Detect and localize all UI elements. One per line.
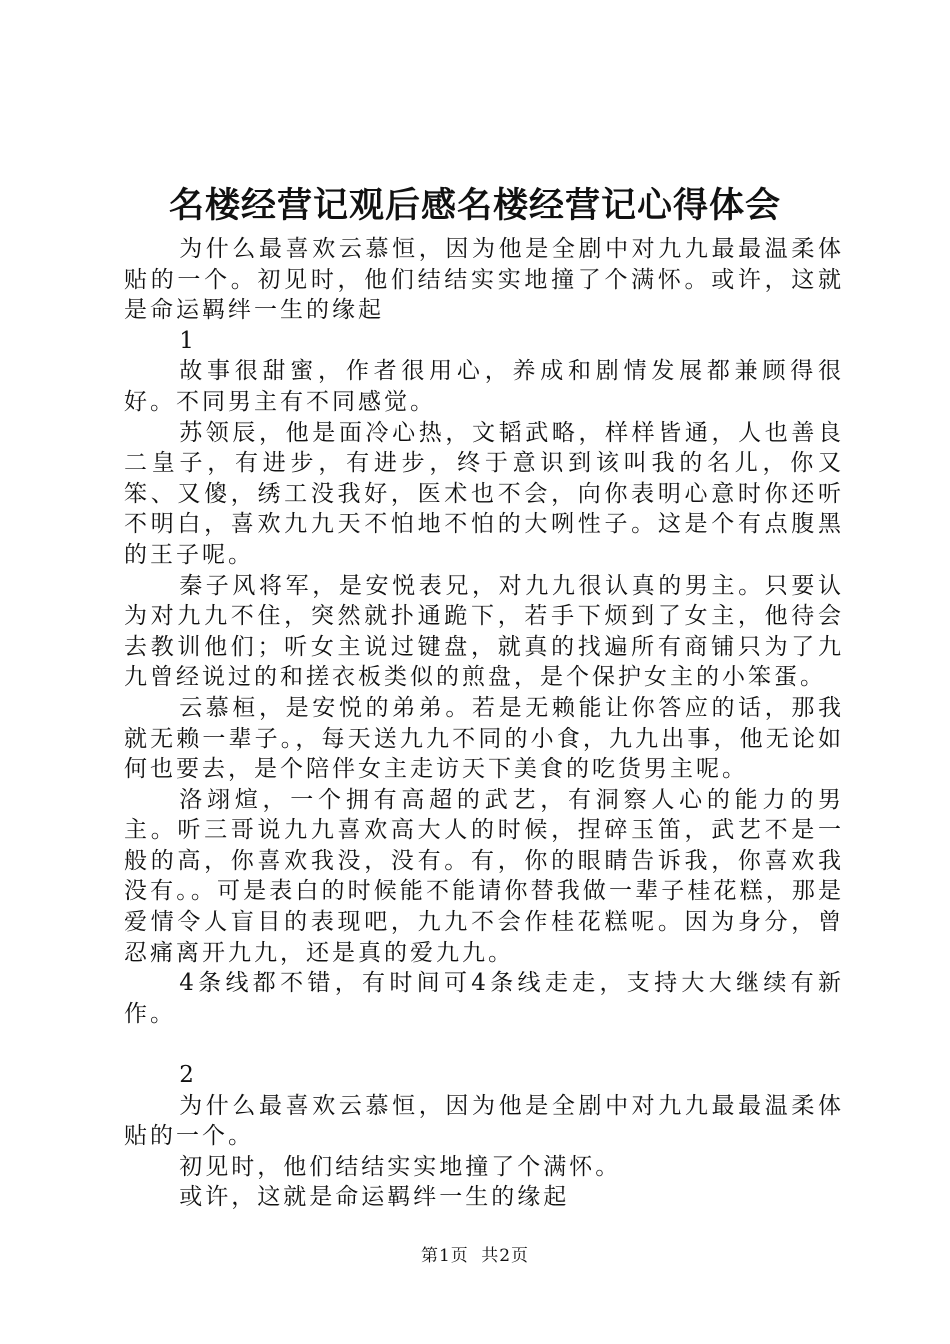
paragraph-conclusion: 4条线都不错，有时间可4条线走走，支持大大继续有新作。 xyxy=(124,970,844,1027)
page-total: 共2页 xyxy=(481,1246,530,1266)
paragraph-yun-muhuan: 云慕桓，是安悦的弟弟。若是无赖能让你答应的话，那我就无赖一辈子。，每天送九九不同的小食，九九出事，他无论如何也要去，是个陪伴女主走访天下美食的吃货男主呢。 xyxy=(124,694,844,783)
paragraph-repeat-2: 初见时，他们结结实实地撞了个满怀。 xyxy=(179,1153,622,1180)
section-number-2: 2 xyxy=(179,1062,197,1089)
paragraph-qin-zifeng: 秦子风将军，是安悦表兄，对九九很认真的男主。只要认为对九九不住，突然就扑通跪下，若手下烦到了女主，他待会去教训他们；听女主说过键盘，就真的找遍所有商铺只为了九九曾经说过的和搓衣板类似的煎盘，是个保护女主的小笨蛋。 xyxy=(124,572,844,691)
page-footer xyxy=(0,1241,950,1266)
paragraph-repeat-1: 为什么最喜欢云慕恒，因为他是全剧中对九九最最温柔体贴的一个。 xyxy=(124,1092,844,1150)
document-title: 名楼经营记观后感名楼经营记心得体会 xyxy=(168,186,781,226)
document-body xyxy=(124,234,844,1213)
paragraph-su-lingchen: 苏领辰，他是面冷心热，文韬武略，样样皆通，人也善良二皇子，有进步，有进步，终于意识到该叫我的名儿，你又笨、又傻，绣工没我好，医术也不会，向你表明心意时你还听不明白，喜欢九九天不怕地不怕的大咧性子。这是个有点腹黑的王子呢。 xyxy=(124,419,844,568)
section-number-1: 1 xyxy=(179,327,197,354)
blank-line xyxy=(124,1029,844,1060)
paragraph-intro: 为什么最喜欢云慕恒，因为他是全剧中对九九最最温柔体贴的一个。初见时，他们结结实实地撞了个满怀。或许，这就是命运羁绊一生的缘起 xyxy=(124,236,844,324)
page-number: 第1页 xyxy=(420,1246,469,1266)
paragraph-story: 故事很甜蜜，作者很用心，养成和剧情发展都兼顾得很好。不同男主有不同感觉。 xyxy=(124,358,844,415)
paragraph-luo-yixuan: 洛翊煊，一个拥有高超的武艺，有洞察人心的能力的男主。听三哥说九九喜欢高大人的时候，捏碎玉笛，武艺不是一般的高，你喜欢我没，没有。有，你的眼睛告诉我，你喜欢我没有。。可是表白的时候能不能请你替我做一辈子桂花糕，那是爱情令人盲目的表现吧，九九不会作桂花糕呢。因为身分，曾忍痛离开九九，还是真的爱九九。 xyxy=(124,786,844,966)
paragraph-repeat-3: 或许，这就是命运羁绊一生的缘起 xyxy=(179,1184,570,1211)
